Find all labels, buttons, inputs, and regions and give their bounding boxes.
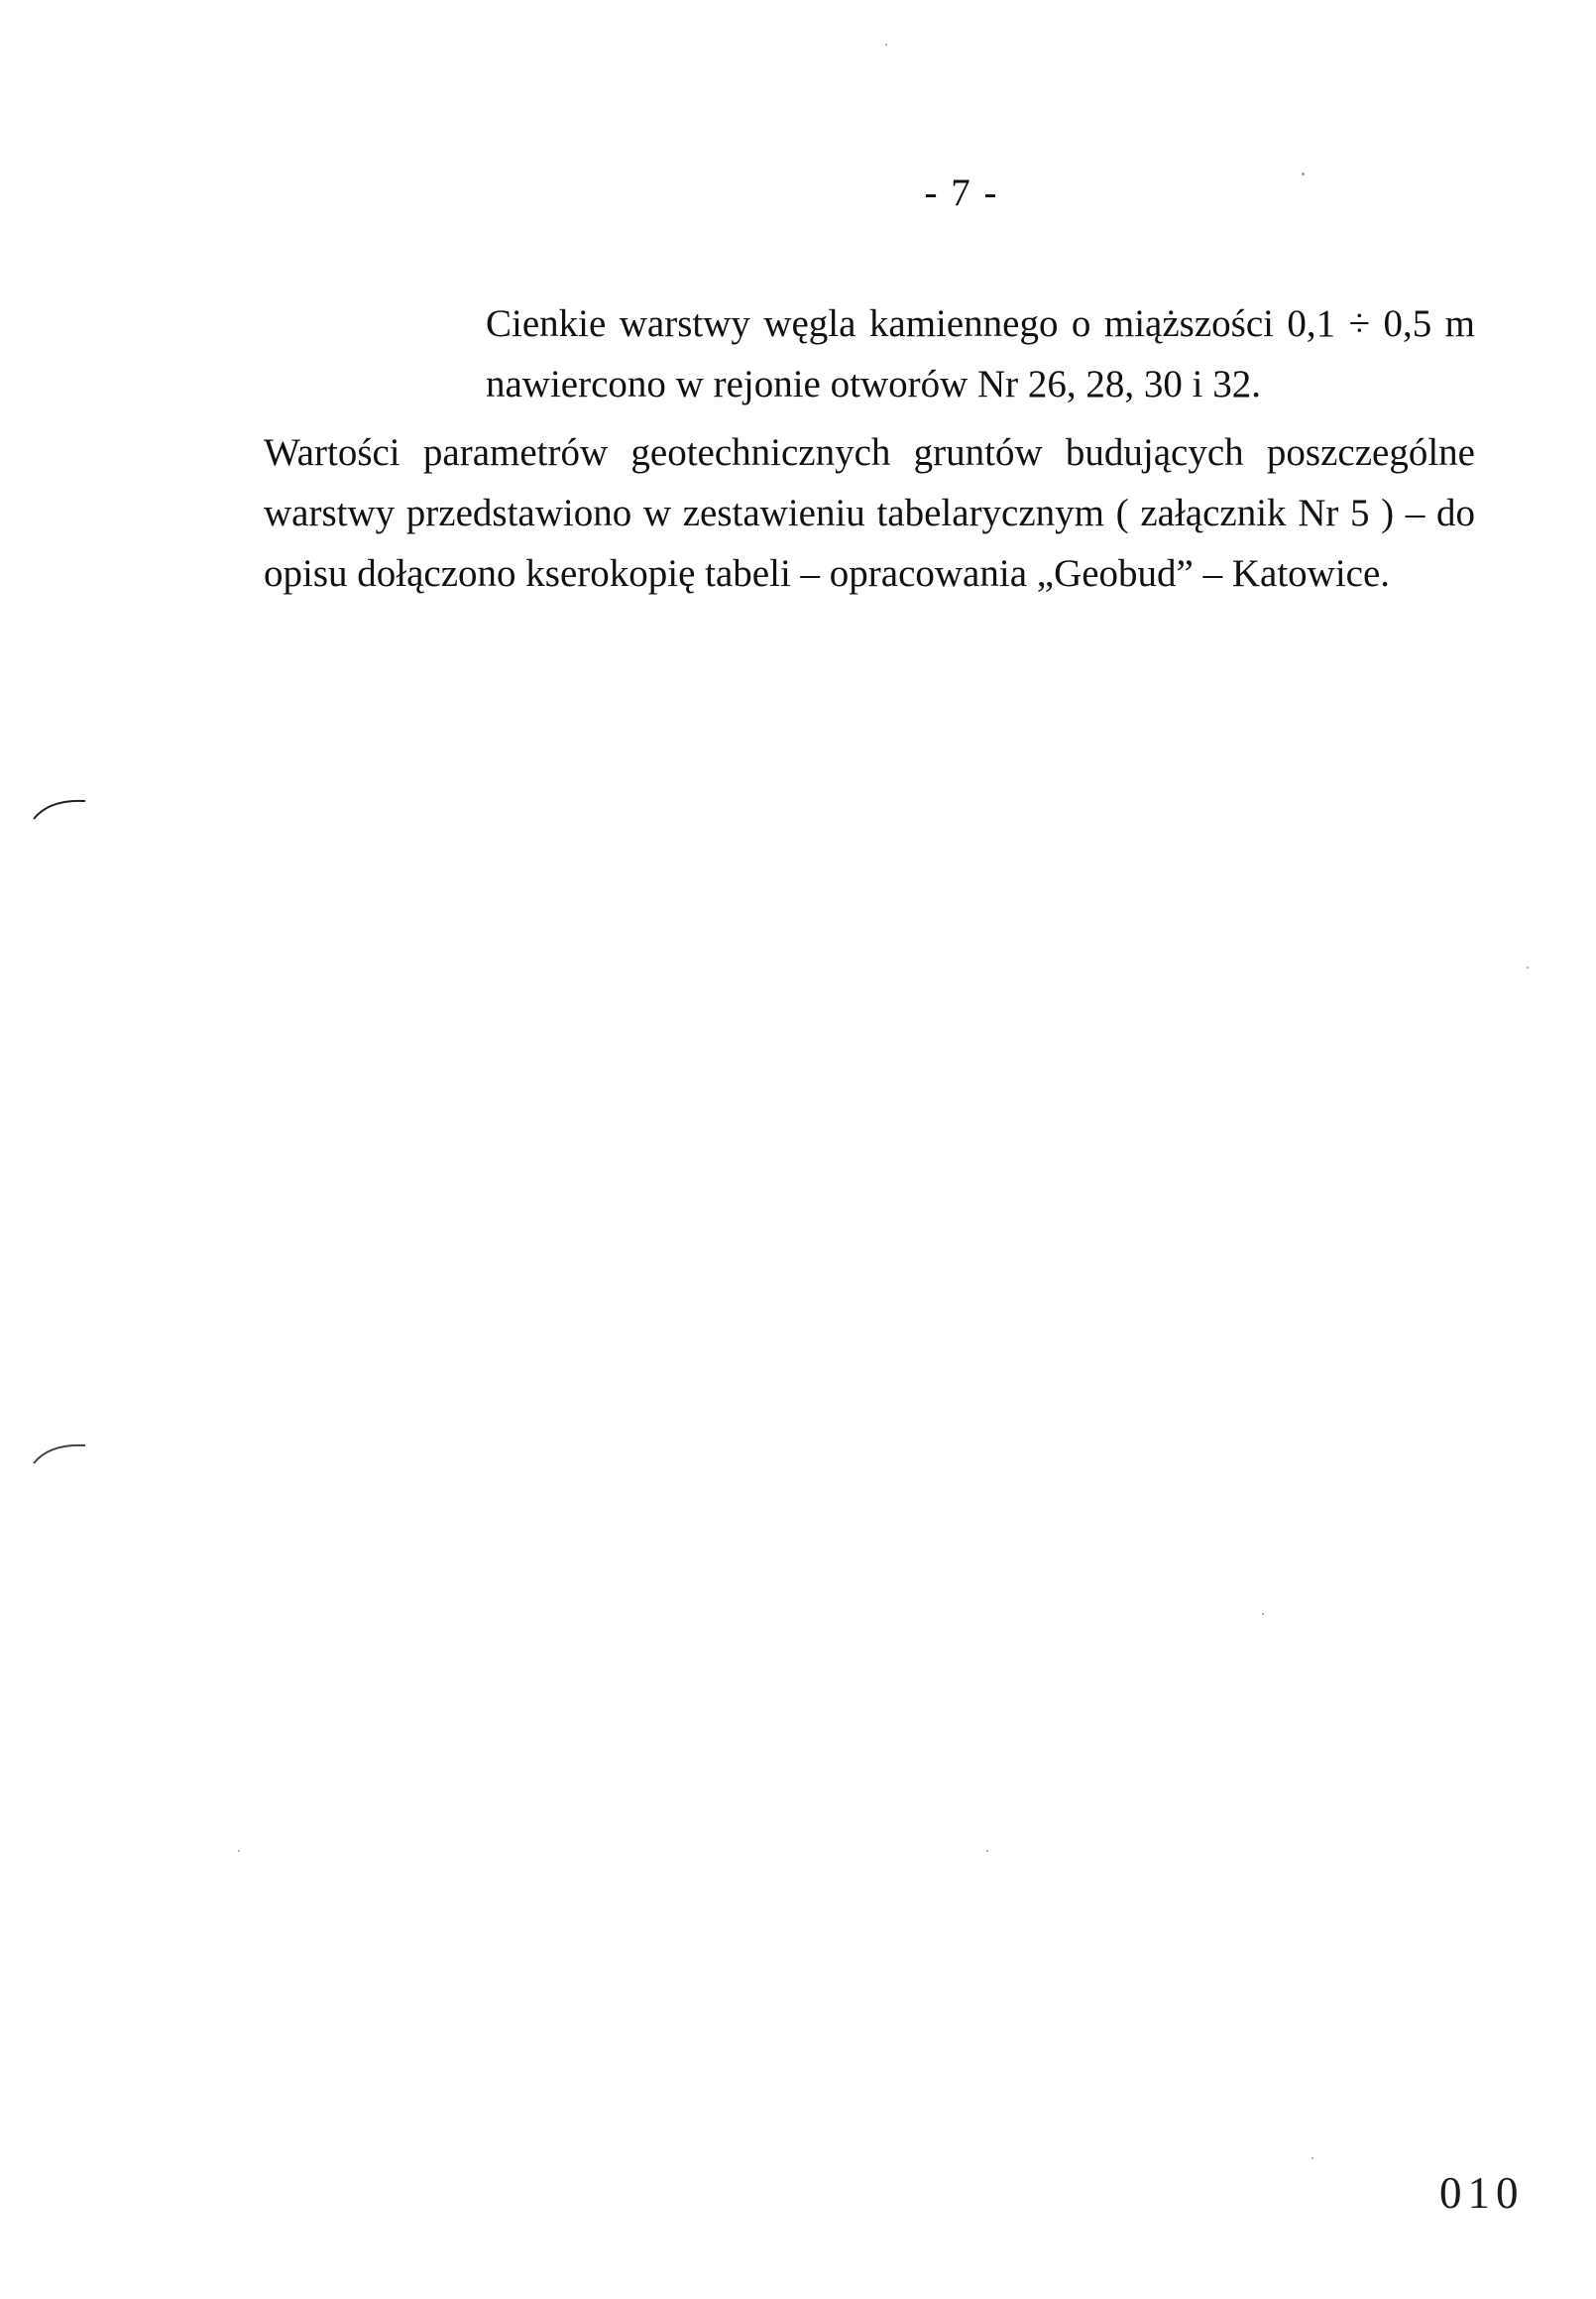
paragraph-line: nawiercono w rejonie otworów Nr 26, 28, 30 i 32. <box>486 363 1261 405</box>
page-number: - 7 - <box>924 172 999 214</box>
scan-speck <box>238 1850 240 1852</box>
paragraph-coal-layers <box>486 293 1475 414</box>
paragraph-line: Cienkie warstwy węgla kamiennego o miąższości 0,1 ÷ 0,5 m <box>486 302 1475 345</box>
paragraph-line: Wartości parametrów geotechnicznych gruntów budujących poszczególne <box>264 431 1475 474</box>
scan-speck <box>1262 1613 1264 1615</box>
paragraph-line: opisu dołączono kserokopię tabeli – opracowania „Geobud” – Katowice. <box>264 552 1391 595</box>
document-sheet-number: 010 <box>1439 2168 1525 2218</box>
scan-speck <box>986 1850 988 1852</box>
scan-speck <box>1302 172 1305 175</box>
paragraph-geotechnical-parameters <box>264 422 1475 604</box>
scan-speck <box>1527 967 1529 969</box>
scan-speck <box>1311 2157 1313 2159</box>
paragraph-line: warstwy przedstawiono w zestawieniu tabelarycznym ( załącznik Nr 5 ) – do <box>264 492 1475 534</box>
binding-mark-upper <box>30 793 89 823</box>
binding-mark-lower <box>30 1437 89 1467</box>
scan-speck <box>885 44 887 46</box>
